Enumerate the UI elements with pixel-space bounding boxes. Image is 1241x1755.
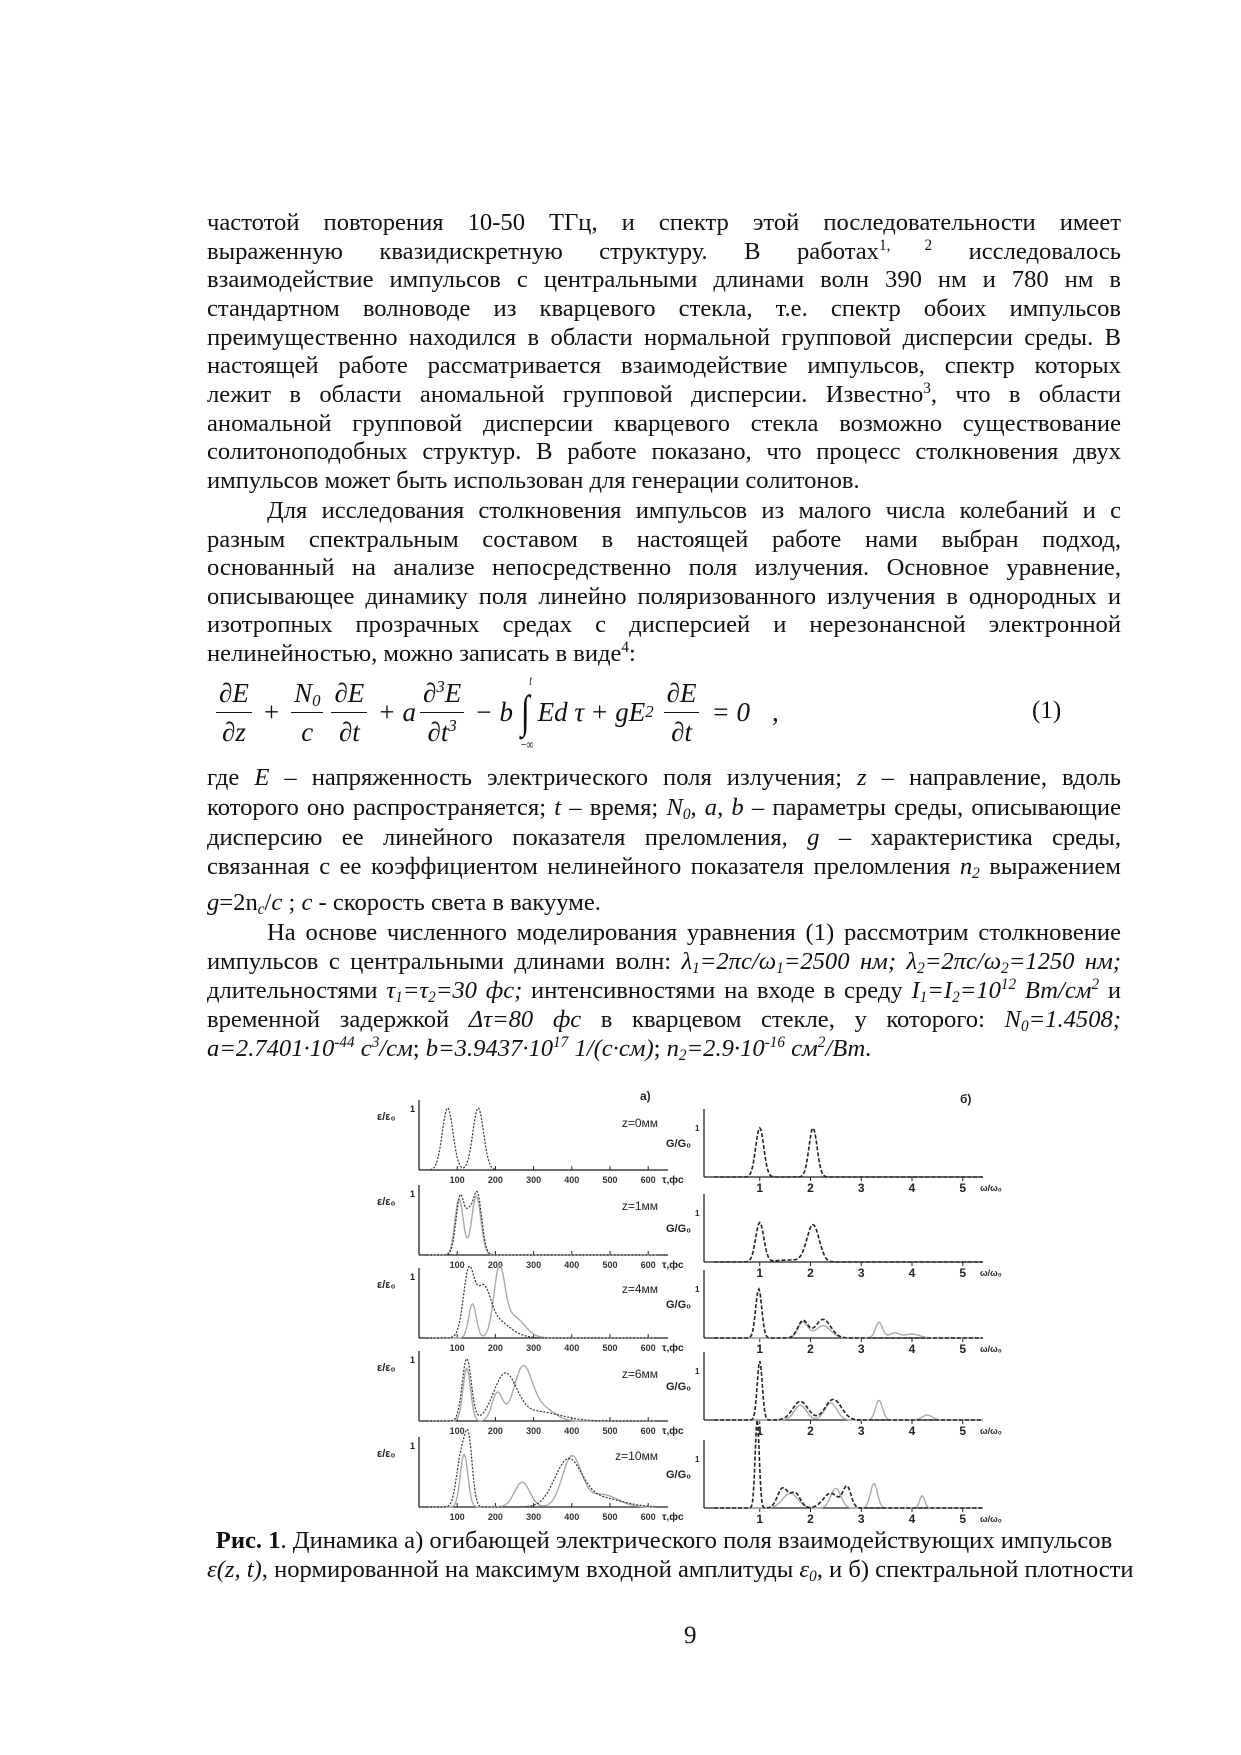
text-segment: : (629, 640, 636, 667)
y-tick-label: 1 (410, 1441, 416, 1451)
subscript: 2 (428, 988, 436, 1006)
symbol: ∂t (427, 716, 449, 747)
subscript: 1 (919, 988, 928, 1006)
text-segment: N (1004, 1006, 1021, 1033)
subscript: 0 (809, 1567, 817, 1585)
text-segment: солитоноподобных структур. В работе показано, что процесс столкновения двух (207, 438, 1121, 465)
text-segment: импульсов с центральными длинами волн: (207, 948, 682, 975)
numerator: ∂E (216, 678, 252, 713)
x-tick-label: 600 (640, 1426, 656, 1436)
text-segment: , (717, 794, 732, 821)
superscript: -16 (764, 1033, 785, 1051)
y-axis-label: G/G₀ (666, 1223, 692, 1235)
text-segment: связанная с ее коэффициентом нелинейного показателя преломления (207, 853, 960, 880)
series-dark-curve (714, 1128, 983, 1177)
x-tick-label: 1 (756, 1512, 764, 1526)
operator: = 0 (711, 696, 750, 727)
x-tick-label: 5 (959, 1266, 967, 1280)
figure-caption-line-1 (207, 1527, 1121, 1555)
y-tick-label: 1 (410, 1355, 416, 1365)
panel-b-tag: б) (960, 1092, 972, 1106)
subscript: 0 (312, 690, 321, 710)
text-segment: =1.4508; (1028, 1006, 1121, 1033)
figure-caption-line-2 (207, 1556, 1134, 1585)
page-number: 9 (684, 1622, 697, 1649)
series-dark-curve (714, 1223, 983, 1263)
x-tick-label: 100 (449, 1175, 465, 1185)
series-dark-curve (427, 1266, 656, 1338)
text-segment: =2500 нм; λ (783, 948, 918, 975)
text-segment: ; (653, 1035, 667, 1062)
x-tick-label: 1 (756, 1181, 764, 1195)
text-segment: Для исследования столкновения импульсов из малого числа колебаний и с (267, 497, 1121, 524)
text-segment: τ (386, 977, 396, 1004)
x-axis-label: τ,фс (662, 1512, 684, 1523)
text-segment: - скорость света в вакууме. (312, 889, 601, 916)
text-segment: На основе численного моделирования уравнения (1) рассмотрим столкновение (267, 919, 1121, 946)
x-tick-label: 5 (959, 1424, 967, 1438)
x-tick-label: 200 (487, 1512, 503, 1522)
text-segment: n (959, 853, 973, 880)
panel-a-tag: а) (640, 1089, 651, 1103)
text-segment: n (666, 1035, 679, 1062)
denominator: ∂z (221, 716, 246, 747)
text-segment: длительностями (207, 977, 387, 1004)
x-tick-label: 600 (640, 1512, 656, 1522)
text-segment: Δτ=80 фс (468, 1006, 582, 1033)
x-tick-label: 200 (487, 1175, 503, 1185)
caption-text: . Динамика а) огибающей электрического поля взаимодействующих импульсов (280, 1527, 1113, 1554)
x-tick-label: 100 (449, 1512, 465, 1522)
x-tick-label: 500 (602, 1426, 618, 1436)
text-segment: 1/(c·см) (568, 1035, 654, 1062)
superscript: 3 (436, 676, 445, 696)
x-axis-label: ω/ω₀ (980, 1514, 1002, 1524)
text-segment: =2πc/ω (924, 948, 1002, 975)
text-segment: =2n (219, 889, 258, 916)
y-axis-label: ε/ε₀ (377, 1111, 396, 1123)
y-tick-label: 1 (410, 1104, 416, 1114)
text-segment: выражением (979, 853, 1121, 880)
z-distance-label: z=4мм (621, 1282, 658, 1296)
superscript: 12 (1000, 975, 1017, 993)
z-distance-label: z=1мм (621, 1199, 658, 1213)
x-tick-label: 5 (959, 1181, 967, 1195)
x-axis-label: τ,фс (662, 1426, 684, 1437)
x-tick-label: 500 (602, 1343, 618, 1353)
denominator: ∂t (671, 716, 692, 747)
text-segment: , и б) спектральной плотности (816, 1556, 1134, 1583)
text-segment: =10 (959, 977, 1001, 1004)
x-tick-label: 3 (857, 1181, 865, 1195)
superscript: -44 (334, 1033, 355, 1051)
text-segment: a (704, 794, 718, 821)
x-tick-label: 200 (487, 1343, 503, 1353)
superscript: 2 (817, 1033, 826, 1051)
text-segment: дисперсию ее линейного показателя преломления, (207, 824, 808, 851)
text-segment: , нормированной на максимум входной амплитуды (261, 1556, 800, 1583)
x-tick-label: 2 (807, 1181, 814, 1195)
y-tick-label: 1 (695, 1124, 700, 1133)
subscript: 2 (972, 864, 980, 882)
x-tick-label: 3 (857, 1512, 865, 1526)
text-segment: =30 фс; (435, 977, 523, 1004)
text-segment: , (690, 794, 705, 821)
x-tick-label: 200 (487, 1426, 503, 1436)
y-axis-label: G/G₀ (666, 1469, 692, 1481)
subscript: 1 (776, 959, 784, 977)
text-segment: стандартном волноводе из кварцевого стекла, т.е. спектр обоих импульсов (207, 295, 1121, 322)
denominator: c (301, 716, 314, 747)
series-dark-curve (714, 1420, 983, 1508)
y-tick-label: 1 (695, 1367, 700, 1376)
operator: + (592, 696, 608, 727)
text-segment: , что в области (930, 381, 1121, 408)
subscript: 2 (678, 1046, 687, 1064)
z-distance-label: z=10мм (615, 1449, 658, 1463)
text-segment: g (207, 889, 220, 916)
superscript: 17 (553, 1033, 569, 1051)
subscript: 1 (692, 959, 700, 977)
x-tick-label: 300 (526, 1260, 542, 1270)
numerator: ∂E (331, 678, 367, 713)
text-segment: =τ (402, 977, 429, 1004)
y-tick-label: 1 (410, 1189, 416, 1199)
text-segment: b (731, 794, 744, 821)
text-segment: – время; (561, 794, 667, 821)
text-segment: настоящей работе рассматривается взаимодействие импульсов, спектр которых (207, 352, 1121, 379)
symbol: gE (615, 696, 646, 727)
x-tick-label: 2 (807, 1424, 814, 1438)
x-tick-label: 200 (487, 1260, 503, 1270)
text-segment: временной задержкой (207, 1006, 469, 1033)
superscript: 4 (621, 638, 630, 656)
text-segment: изотропных прозрачных средах с дисперсией и нерезонансной электронной (207, 611, 1121, 638)
text-segment: и (1099, 977, 1121, 1004)
y-tick-label: 1 (695, 1455, 700, 1464)
symbol: ∂ (423, 677, 437, 708)
text-segment: b=3.9437·10 (425, 1035, 554, 1062)
symbol: E (444, 677, 462, 708)
text-segment: см (784, 1035, 818, 1062)
text-segment: ; (412, 1035, 426, 1062)
x-tick-label: 400 (564, 1260, 580, 1270)
subscript: c (257, 900, 265, 918)
x-tick-label: 100 (449, 1260, 465, 1270)
symbol: ∫ (520, 686, 530, 737)
y-axis-label: ε/ε₀ (377, 1196, 396, 1208)
integral-upper-limit: t (529, 674, 533, 689)
x-tick-label: 2 (807, 1512, 814, 1526)
x-tick-label: 400 (564, 1343, 580, 1353)
x-axis-label: ω/ω₀ (980, 1268, 1002, 1278)
superscript: 1, 2 (878, 236, 933, 254)
text-segment: взаимодействие импульсов с центральными длинами волн 390 нм и 780 нм в (207, 266, 1121, 293)
text-segment: интенсивностями на входе в среду (522, 977, 912, 1004)
text-segment: выраженную квазидискретную структуру. В работах (207, 238, 879, 265)
text-segment: =I (927, 977, 953, 1004)
text-segment: которого оно распространяется; (207, 794, 555, 821)
x-tick-label: 100 (449, 1343, 465, 1353)
text-segment: Вт/см (1016, 977, 1092, 1004)
text-segment: в кварцевом стекле, у которого: (581, 1006, 1005, 1033)
superscript: 2 (1091, 975, 1100, 993)
y-axis-label: ε/ε₀ (377, 1362, 396, 1374)
x-tick-label: 400 (564, 1175, 580, 1185)
x-tick-label: 300 (526, 1175, 542, 1185)
text-segment: a=2.7401·10 (207, 1035, 335, 1062)
subscript: 1 (395, 988, 403, 1006)
x-tick-label: 600 (640, 1343, 656, 1353)
text-segment: /см (379, 1035, 413, 1062)
x-tick-label: 300 (526, 1343, 542, 1353)
x-tick-label: 4 (908, 1512, 916, 1526)
operator: − (476, 696, 492, 727)
text-segment: I (911, 977, 920, 1004)
subscript: 2 (917, 959, 925, 977)
x-tick-label: 1 (756, 1266, 764, 1280)
x-axis-label: ω/ω₀ (980, 1183, 1002, 1193)
text-segment: t (554, 794, 562, 821)
text-segment: основанный на анализе непосредственно поля излучения. Основное уравнение, (207, 554, 1121, 581)
numerator: ∂E (664, 678, 700, 713)
denominator: ∂t (338, 716, 360, 747)
text-segment: c (354, 1035, 372, 1062)
x-tick-label: 2 (807, 1342, 814, 1356)
text-segment: /Вт. (825, 1035, 872, 1062)
text-segment: g (807, 824, 820, 851)
subscript: 2 (1001, 959, 1009, 977)
y-axis-label: G/G₀ (666, 1381, 692, 1393)
text-segment: / (264, 889, 272, 916)
x-tick-label: 4 (908, 1342, 916, 1356)
text-segment: исследовалось (932, 238, 1121, 265)
x-tick-label: 4 (908, 1181, 916, 1195)
x-tick-label: 3 (857, 1342, 865, 1356)
x-tick-label: 500 (602, 1175, 618, 1185)
x-tick-label: 3 (857, 1424, 865, 1438)
text-segment: нелинейностью, можно записать в виде (207, 640, 622, 667)
operator: + (379, 696, 395, 727)
text-segment: c (271, 889, 283, 916)
symbol: Ed τ (537, 696, 585, 727)
text-segment: аномальной групповой дисперсии кварцевого стекла возможно существование (207, 410, 1121, 437)
x-tick-label: 1 (756, 1424, 764, 1438)
series-gray-curve (427, 1265, 656, 1338)
text-segment: разным спектральным составом в настоящей работе нами выбран подход, (207, 526, 1121, 553)
superscript: 3 (448, 715, 457, 735)
x-tick-label: 3 (857, 1266, 865, 1280)
x-tick-label: 300 (526, 1426, 542, 1436)
x-axis-label: τ,фс (662, 1260, 684, 1271)
x-tick-label: 5 (959, 1342, 967, 1356)
text-segment: =1250 нм; (1008, 948, 1121, 975)
y-axis-label: G/G₀ (666, 1138, 692, 1150)
x-tick-label: 5 (959, 1512, 967, 1526)
symbol: N (294, 677, 313, 708)
x-axis-label: τ,фс (662, 1343, 684, 1354)
superscript: 3 (923, 379, 931, 397)
symbol: a (402, 696, 417, 727)
y-tick-label: 1 (695, 1209, 700, 1218)
text-segment: описывающее динамику поля линейно поляризованного излучения в однородных и (207, 583, 1121, 610)
x-tick-label: 300 (526, 1512, 542, 1522)
x-axis-label: τ,фс (662, 1175, 684, 1186)
y-tick-label: 1 (695, 1285, 700, 1294)
text-segment: преимущественно находился в области нормальной групповой дисперсии среды. В (207, 324, 1121, 351)
series-dark-curve (714, 1289, 983, 1338)
caption-label: Рис. 1 (215, 1527, 281, 1554)
text-segment: λ (681, 948, 693, 975)
x-tick-label: 400 (564, 1512, 580, 1522)
x-tick-label: 400 (564, 1426, 580, 1436)
text-segment: – напряженность электрического поля излучения; (269, 764, 858, 791)
y-axis-label: ε/ε₀ (377, 1448, 396, 1460)
text-segment: где (207, 764, 255, 791)
x-axis-label: ω/ω₀ (980, 1426, 1002, 1436)
text-segment: ε(z, t) (207, 1556, 262, 1583)
operator: + (263, 696, 280, 727)
y-axis-label: ε/ε₀ (377, 1279, 396, 1291)
equation-1: $\frac{\partial E}{\partial z}$ + $\frac{N_0}{c}$ $\frac{\partial E}{\partial t}$ + a $\frac{\partial^3E}{\partial t^3}$ − b ∫ t −∞ Ed τ + gE 2 $\frac{\partial E}{\partial t}$ = 0 , (212, 670, 787, 754)
x-axis-label: ω/ω₀ (980, 1344, 1002, 1354)
x-tick-label: 500 (602, 1260, 618, 1270)
y-tick-label: 1 (410, 1272, 416, 1282)
x-tick-label: 100 (449, 1426, 465, 1436)
text-segment: частотой повторения 10-50 ТГц, и спектр этой последовательности имеет (207, 209, 1121, 236)
x-tick-label: 4 (908, 1266, 916, 1280)
subscript: 2 (952, 988, 960, 1006)
text-segment: ε (799, 1556, 810, 1583)
equation-number: (1) (1032, 697, 1062, 724)
z-distance-label: z=0мм (621, 1116, 658, 1130)
subscript: 0 (1020, 1017, 1029, 1035)
text-segment: =2.9·10 (686, 1035, 765, 1062)
z-distance-label: z=6мм (621, 1367, 658, 1381)
text-segment: E (254, 764, 270, 791)
x-tick-label: 600 (640, 1175, 656, 1185)
x-tick-label: 1 (756, 1342, 764, 1356)
subscript: 0 (682, 805, 691, 823)
series-dark-curve (714, 1361, 983, 1420)
text-segment: N (666, 794, 683, 821)
text-segment: ; (282, 889, 302, 916)
y-axis-label: G/G₀ (666, 1299, 692, 1311)
integral-lower-limit: −∞ (520, 738, 534, 753)
text-segment: – параметры среды, описывающие (743, 794, 1122, 821)
text-segment: z (857, 764, 867, 791)
text-segment: – характеристика среды, (819, 824, 1121, 851)
text-segment: лежит в области аномальной групповой дисперсии. Известно (207, 381, 924, 408)
text-segment: – направление, вдоль (866, 764, 1121, 791)
text-segment: =2πc/ω (699, 948, 777, 975)
symbol: b (499, 696, 513, 727)
superscript: 3 (371, 1033, 380, 1051)
x-tick-label: 4 (908, 1424, 916, 1438)
x-tick-label: 500 (602, 1512, 618, 1522)
punctuation: , (771, 696, 779, 727)
text-segment: импульсов может быть использован для генерации солитонов. (207, 467, 860, 494)
text-segment: c (301, 889, 313, 916)
x-tick-label: 2 (807, 1266, 814, 1280)
x-tick-label: 600 (640, 1260, 656, 1270)
